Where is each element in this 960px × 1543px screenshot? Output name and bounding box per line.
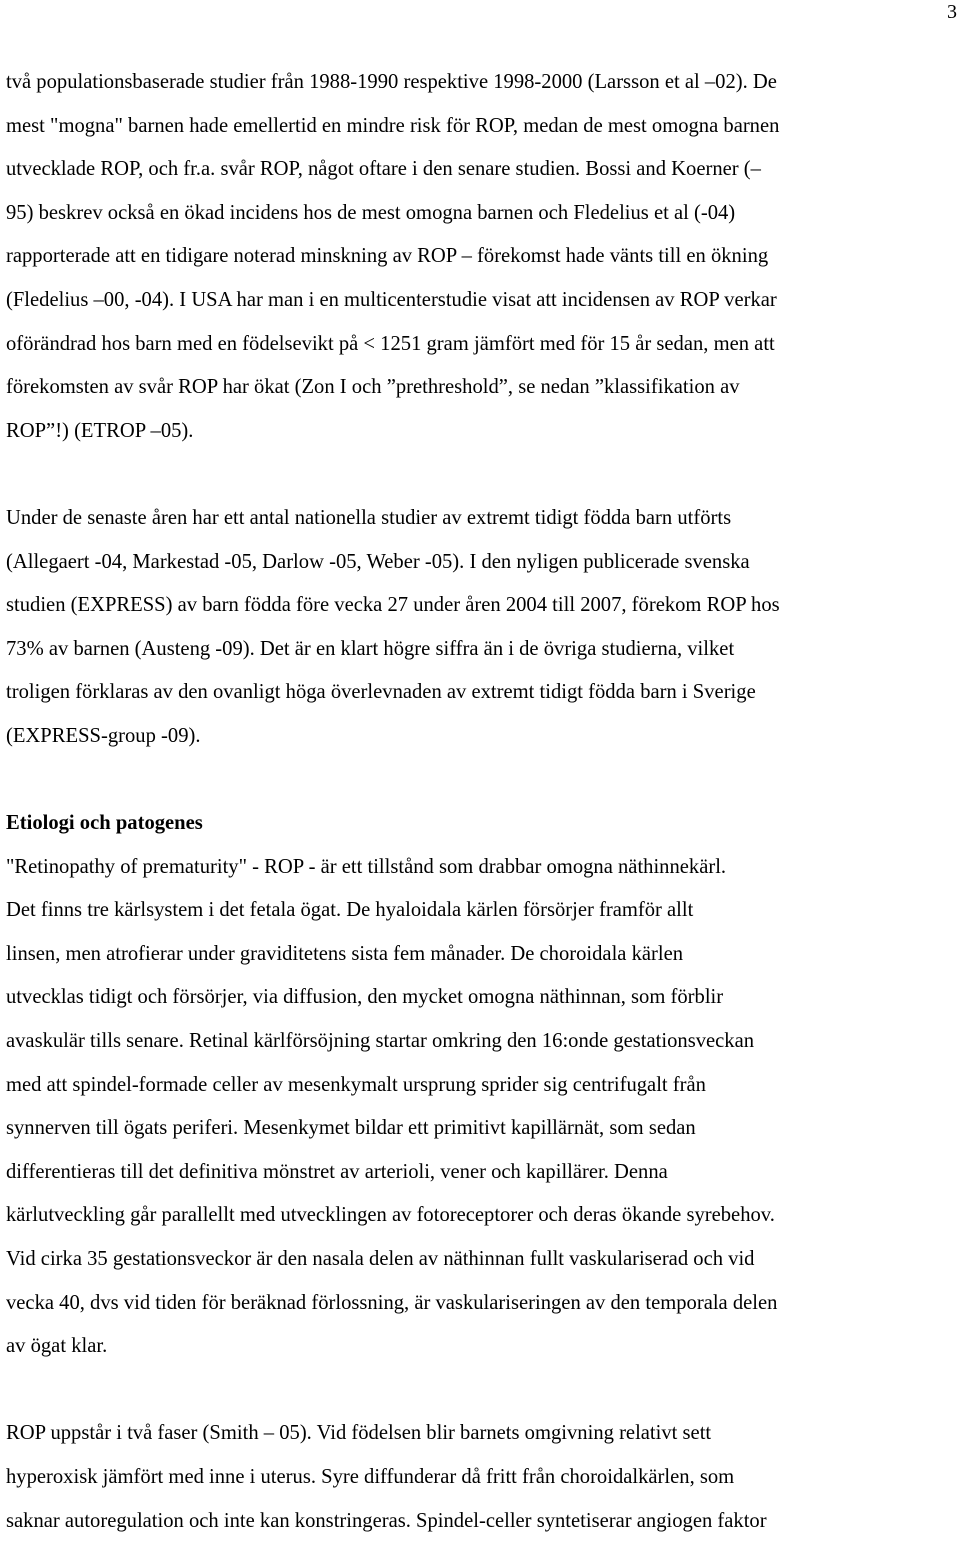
text-line: troligen förklaras av den ovanligt höga överlevnaden av extremt tidigt födda barn i Sverige	[6, 681, 756, 704]
text-line: "Retinopathy of prematurity" - ROP - är ett tillstånd som drabbar omogna näthinnekärl.	[6, 855, 727, 878]
section-heading: Etiologi och patogenes	[6, 812, 203, 835]
paragraph-spacer	[6, 759, 956, 803]
document-body	[6, 61, 956, 1543]
text-line: 95) beskrev också en ökad incidens hos de mest omogna barnen och Fledelius et al (-04)	[6, 201, 736, 224]
paragraph-spacer	[6, 453, 956, 497]
text-line: ROP”!) (ETROP –05).	[6, 419, 194, 442]
text-line: förekomsten av svår ROP har ökat (Zon I och ”prethreshold”, se nedan ”klassifikation av	[6, 376, 740, 399]
text-line: Det finns tre kärlsystem i det fetala ögat. De hyaloidala kärlen försörjer framför allt	[6, 899, 694, 922]
text-line: linsen, men atrofierar under graviditetens sista fem månader. De choroidala kärlen	[6, 942, 684, 965]
text-line: hyperoxisk jämfört med inne i uterus. Syre diffunderar då fritt från choroidalkärlen, som	[6, 1466, 735, 1488]
text-line: rapporterade att en tidigare noterad minskning av ROP – förekomst hade vänts till en ökning	[6, 245, 769, 268]
paragraph-spacer	[6, 1369, 956, 1413]
text-line: vecka 40, dvs vid tiden för beräknad förlossning, är vaskulariseringen av den temporala delen	[6, 1291, 778, 1314]
text-line: oförändrad hos barn med en födelsevikt på < 1251 gram jämfört med för 15 år sedan, men att	[6, 332, 775, 355]
text-line: mest "mogna" barnen hade emellertid en mindre risk för ROP, medan de mest omogna barnen	[6, 114, 780, 137]
text-line: två populationsbaserade studier från 1988-1990 respektive 1998-2000 (Larsson et al –02). De	[6, 71, 777, 93]
text-line: saknar autoregulation och inte kan konstringeras. Spindel-celler syntetiserar angiogen faktor	[6, 1509, 767, 1532]
page-number: 3	[947, 1, 957, 23]
paragraph-national-studies	[6, 497, 956, 759]
text-line: (EXPRESS-group -09).	[6, 724, 201, 747]
text-line: 73% av barnen (Austeng -09). Det är en klart högre siffra än i de övriga studierna, vilket	[6, 637, 735, 660]
text-line: utvecklade ROP, och fr.a. svår ROP, något oftare i den senare studien. Bossi and Koerner (–	[6, 158, 761, 181]
text-line: Under de senaste åren har ett antal nationella studier av extremt tidigt födda barn utförts	[6, 506, 732, 529]
text-line: av ögat klar.	[6, 1335, 108, 1358]
paragraph-rop-phases	[6, 1412, 956, 1543]
text-line: studien (EXPRESS) av barn födda före vecka 27 under åren 2004 till 2007, förekom ROP hos	[6, 594, 780, 617]
text-line: (Fledelius –00, -04). I USA har man i en multicenterstudie visat att incidensen av ROP verkar	[6, 288, 777, 311]
text-line: (Allegaert -04, Markestad -05, Darlow -05, Weber -05). I den nyligen publicerade svenska	[6, 550, 750, 573]
text-line: synnerven till ögats periferi. Mesenkymet bildar ett primitivt kapillärnät, som sedan	[6, 1117, 696, 1140]
text-line: Vid cirka 35 gestationsveckor är den nasala delen av näthinnan fullt vaskulariserad och vid	[6, 1248, 755, 1271]
paragraph-rop-incidence	[6, 61, 956, 453]
text-line: utvecklas tidigt och försörjer, via diffusion, den mycket omogna näthinnan, som förblir	[6, 986, 724, 1009]
text-line: med att spindel-formade celler av mesenkymalt ursprung sprider sig centrifugalt från	[6, 1073, 706, 1096]
paragraph-etiology	[6, 846, 956, 1369]
text-line: differentieras till det definitiva mönstret av arterioli, vener och kapillärer. Denna	[6, 1160, 668, 1183]
text-line: avaskulär tills senare. Retinal kärlförsöjning startar omkring den 16:onde gestationsveckan	[6, 1030, 755, 1053]
text-line: kärlutveckling går parallellt med utvecklingen av fotoreceptorer och deras ökande syrebehov.	[6, 1204, 775, 1227]
text-line: ROP uppstår i två faser (Smith – 05). Vid födelsen blir barnets omgivning relativt sett	[6, 1422, 712, 1445]
